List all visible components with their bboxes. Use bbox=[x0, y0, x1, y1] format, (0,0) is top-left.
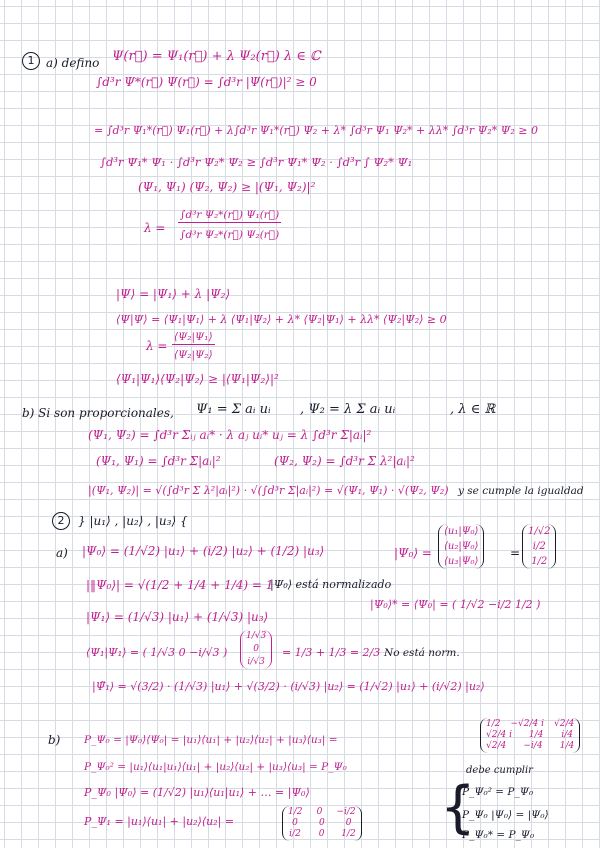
normalization-check: |‖Ψ₀⟩| = √(1/2 + 1/4 + 1/4) = 1 bbox=[86, 578, 274, 592]
m2-22: 0 bbox=[318, 818, 325, 828]
equality-line: |(Ψ₁, Ψ₂)| = √(∫d³r Σ λ²|aᵢ|²) · √(∫d³r Σ|aᵢ|²) = √(Ψ₁, Ψ₁) · √(Ψ₂, Ψ₂) bbox=[88, 484, 449, 497]
psi1-expansion: Ψ₁ = Σ aᵢ uᵢ bbox=[196, 402, 271, 417]
m2-21: 0 bbox=[292, 818, 298, 828]
m1-23: i/4 bbox=[561, 730, 574, 740]
value-3: 1/2 bbox=[531, 556, 548, 567]
projector-psi1: P_Ψ₁ = |u₁⟩⟨u₁| + |u₂⟩⟨u₂| = bbox=[84, 815, 235, 828]
part-b-label: b) Si son proporcionales, bbox=[22, 406, 174, 420]
component-3: ⟨u₃|Ψ₀⟩ bbox=[444, 556, 479, 567]
m1-21: √2/4 i bbox=[486, 730, 512, 740]
condition-idempotent: P_Ψ₀² = P_Ψ₀ bbox=[462, 786, 534, 798]
lambda-numerator-2: ⟨Ψ₂|Ψ₁⟩ bbox=[174, 331, 213, 343]
equality-note: y se cumple la igualdad bbox=[458, 485, 584, 497]
not-normalized-note: No está norm. bbox=[384, 647, 460, 659]
m2-11: 1/2 bbox=[288, 807, 303, 817]
lambda-label: λ = bbox=[144, 221, 166, 235]
projector-psi1-matrix bbox=[282, 806, 362, 841]
must-satisfy-note: debe cumplir bbox=[466, 765, 533, 776]
problem-1-number: 1 bbox=[22, 52, 40, 70]
m1-11: 1/2 bbox=[486, 719, 501, 729]
projector-squared: P_Ψ₀² = |u₁⟩⟨u₁|u₁⟩⟨u₁| + |u₂⟩⟨u₂| + |u₃⟩⟨u₃| = P_Ψ₀ bbox=[84, 761, 347, 773]
condition-hermitian: P_Ψ₀* = P_Ψ₀ bbox=[462, 829, 535, 841]
ket-psi-definition: |Ψ⟩ = |Ψ₁⟩ + λ |Ψ₂⟩ bbox=[116, 287, 231, 301]
projector-on-state: P_Ψ₀ |Ψ₀⟩ = (1/√2) |u₁⟩⟨u₁|u₁⟩ + … = |Ψ₀⟩ bbox=[84, 786, 310, 799]
psi1-normalized: |Ψ̃₁⟩ = √(3/2) · (1/√3) |u₁⟩ + √(3/2) · (i/√3) |u₂⟩ = (1/√2) |u₁⟩ + (i/√2) |u₂⟩ bbox=[92, 680, 485, 693]
m1-13: √2/4 bbox=[553, 719, 575, 729]
inner-product-inequality: (Ψ₁, Ψ₁) (Ψ₂, Ψ₂) ≥ |(Ψ₁, Ψ₂)|² bbox=[138, 180, 316, 194]
component-2: ⟨u₂|Ψ₀⟩ bbox=[444, 541, 479, 552]
lambda-real: , λ ∈ ℝ bbox=[450, 402, 496, 417]
proportional-inner-product: (Ψ₁, Ψ₂) = ∫d³r Σᵢⱼ aᵢ* · λ aⱼ uᵢ* uⱼ = λ ∫d³r Σ|aᵢ|² bbox=[88, 428, 372, 442]
m1-12: −√2/4 i bbox=[510, 719, 544, 729]
m2-32: 0 bbox=[318, 829, 325, 839]
ip-entry-3: i/√3 bbox=[247, 657, 265, 667]
conditions-brace: { bbox=[440, 775, 476, 840]
m2-13: −i/2 bbox=[336, 807, 356, 817]
value-2: i/2 bbox=[532, 541, 546, 552]
psi1-definition: |Ψ₁⟩ = (1/√3) |u₁⟩ + (1/√3) |u₃⟩ bbox=[86, 610, 269, 624]
braket-expansion: ⟨Ψ|Ψ⟩ = ⟨Ψ₁|Ψ₁⟩ + λ ⟨Ψ₁|Ψ₂⟩ + λ* ⟨Ψ₂|Ψ₁⟩ + λλ* ⟨Ψ₂|Ψ₂⟩ ≥ 0 bbox=[116, 313, 447, 326]
lambda-denominator-2: ⟨Ψ₂|Ψ₂⟩ bbox=[174, 349, 213, 361]
part-2b-label: b) bbox=[48, 733, 61, 747]
normalization-note: |Ψ₀⟩ está normalizado bbox=[270, 578, 392, 591]
definition-line: Ψ(r⃗) = Ψ₁(r⃗) + λ Ψ₂(r⃗) λ ∈ ℂ bbox=[112, 49, 321, 64]
psi2-norm: (Ψ₂, Ψ₂) = ∫d³r Σ λ²|aᵢ|² bbox=[274, 454, 415, 468]
psi2-expansion: , Ψ₂ = λ Σ aᵢ uᵢ bbox=[300, 402, 396, 417]
inner-product-result: = 1/3 + 1/3 = 2/3 bbox=[282, 646, 381, 659]
bra-psi0: |Ψ₀⟩* = ⟨Ψ₀| = ( 1/√2 −i/2 1/2 ) bbox=[370, 598, 541, 611]
m2-33: 1/2 bbox=[341, 829, 356, 839]
lambda-denominator: ∫d³r Ψ₂*(r⃗) Ψ₂(r⃗) bbox=[180, 229, 280, 241]
psi0-vector-label: |Ψ₀⟩ = bbox=[394, 546, 432, 560]
equals-sign: = bbox=[510, 546, 521, 560]
part-a-label: a) defino bbox=[46, 56, 100, 70]
psi0-values-vector bbox=[522, 524, 556, 569]
ip-entry-2: 0 bbox=[253, 644, 259, 654]
psi1-norm: (Ψ₁, Ψ₁) = ∫d³r Σ|aᵢ|² bbox=[96, 454, 221, 468]
norm-integral-line: ∫d³r Ψ*(r⃗) Ψ(r⃗) = ∫d³r |Ψ(r⃗)|² ≥ 0 bbox=[96, 75, 317, 89]
schwarz-integral-line: ∫d³r Ψ₁* Ψ₁ · ∫d³r Ψ₂* Ψ₂ ≥ ∫d³r Ψ₁* Ψ₂ · ∫d³r ∫ Ψ₂* Ψ₁ bbox=[100, 155, 413, 169]
lambda-numerator: ∫d³r Ψ₂*(r⃗) Ψ₁(r⃗) bbox=[180, 209, 280, 221]
m1-33: 1/4 bbox=[559, 741, 575, 751]
basis-set: } |u₁⟩ , |u₂⟩ , |u₃⟩ { bbox=[78, 514, 188, 528]
m2-23: 0 bbox=[345, 818, 352, 828]
condition-eigen: P_Ψ₀ |Ψ₀⟩ = |Ψ₀⟩ bbox=[462, 809, 549, 821]
inner-product-row: ⟨Ψ₁|Ψ₁⟩ = ( 1/√3 0 −i/√3 ) bbox=[86, 646, 228, 659]
problem-2-number: 2 bbox=[52, 512, 70, 530]
m1-31: √2/4 bbox=[486, 741, 507, 751]
m1-32: −i/4 bbox=[523, 741, 543, 751]
inner-product-column bbox=[240, 630, 272, 669]
ip-entry-1: 1/√3 bbox=[246, 631, 267, 641]
value-1: 1/√2 bbox=[528, 526, 551, 537]
expansion-line: = ∫d³r Ψ₁*(r⃗) Ψ₁(r⃗) + λ∫d³r Ψ₁*(r⃗) Ψ₂ + λ* ∫d³r Ψ₁ Ψ₂* + λλ* ∫d³r Ψ₂* Ψ₂ ≥ 0 bbox=[94, 124, 538, 137]
psi0-definition: |Ψ₀⟩ = (1/√2) |u₁⟩ + (i/2) |u₂⟩ + (1/2) |u₃⟩ bbox=[82, 544, 325, 558]
m1-22: 1/4 bbox=[528, 730, 544, 740]
part-2a-label: a) bbox=[56, 546, 68, 560]
projector-psi0: P_Ψ₀ = |Ψ₀⟩⟨Ψ₀| = |u₁⟩⟨u₁| + |u₂⟩⟨u₂| + |u₃⟩⟨u₃| = bbox=[84, 734, 338, 746]
component-1: ⟨u₁|Ψ₀⟩ bbox=[444, 526, 479, 537]
projector-psi0-matrix bbox=[480, 718, 580, 753]
m2-31: i/2 bbox=[289, 829, 301, 839]
m2-12: 0 bbox=[316, 807, 323, 817]
psi0-components-vector bbox=[438, 524, 484, 569]
lambda-label-2: λ = bbox=[146, 339, 168, 353]
schwarz-bracket-inequality: ⟨Ψ₁|Ψ₁⟩⟨Ψ₂|Ψ₂⟩ ≥ |⟨Ψ₁|Ψ₂⟩|² bbox=[116, 372, 279, 386]
